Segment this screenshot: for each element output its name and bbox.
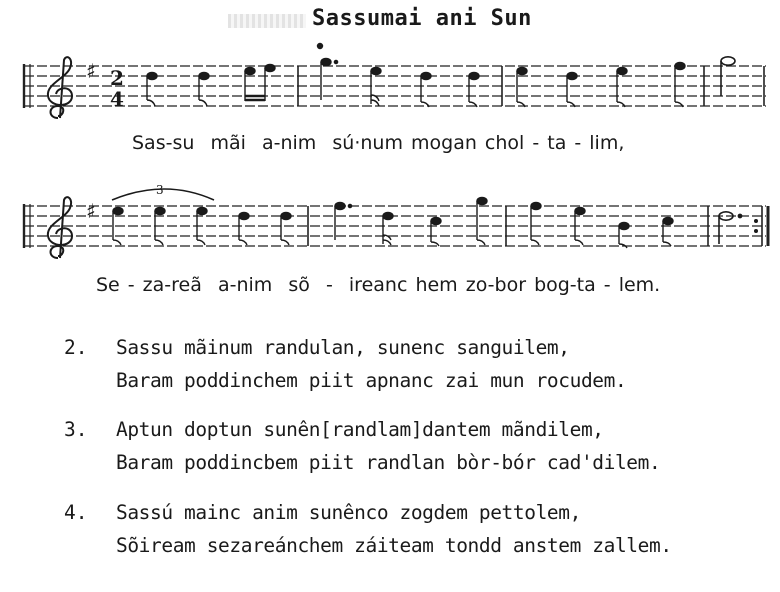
lyric-line-2: Se - za-reã a-nim sõ - ireanc hem zo-bor bog-ta - lem. [96, 274, 661, 296]
measure-8 [719, 212, 742, 244]
verse-number: 4. [64, 501, 88, 524]
measure-3 [517, 62, 685, 107]
sharp-icon: ♯ [86, 199, 96, 223]
sharp-icon: ♯ [86, 59, 96, 83]
verse-line: Baram poddincbem piit randlan bòr-bór cad'dilem. [116, 451, 661, 474]
song-title: Sassumai ani Sun [312, 6, 532, 31]
verse-number: 2. [64, 336, 88, 359]
triplet-mark: 3 [156, 183, 164, 197]
time-signature-bottom: 4 [110, 87, 124, 111]
measure-6 [335, 197, 487, 246]
ink-smudge [228, 14, 306, 28]
measure-7 [531, 202, 673, 248]
verse-line: Sõiream sezareánchem záiteam tondd anstem zallem. [116, 534, 672, 557]
time-signature-top: 2 [110, 66, 124, 90]
music-staff-2 [0, 183, 780, 272]
verse-line: Baram poddinchem piit apnanc zai mun rocudem. [116, 369, 627, 392]
lyric-line-1: Sas-su mãi a-nim sú·num mogan chol - ta - lim, [132, 132, 625, 154]
measure-1 [147, 64, 275, 106]
verse-number: 3. [64, 418, 88, 441]
verse-line: Aptun doptun sunên[randlam]dantem mãndilem, [116, 418, 604, 441]
measure-2 [318, 44, 480, 108]
verse-line: Sassú mainc anim sunênco zogdem pettolem, [116, 501, 581, 524]
verse-line: Sassu mãinum randulan, sunenc sanguilem, [116, 336, 570, 359]
music-staff-1 [0, 56, 780, 126]
